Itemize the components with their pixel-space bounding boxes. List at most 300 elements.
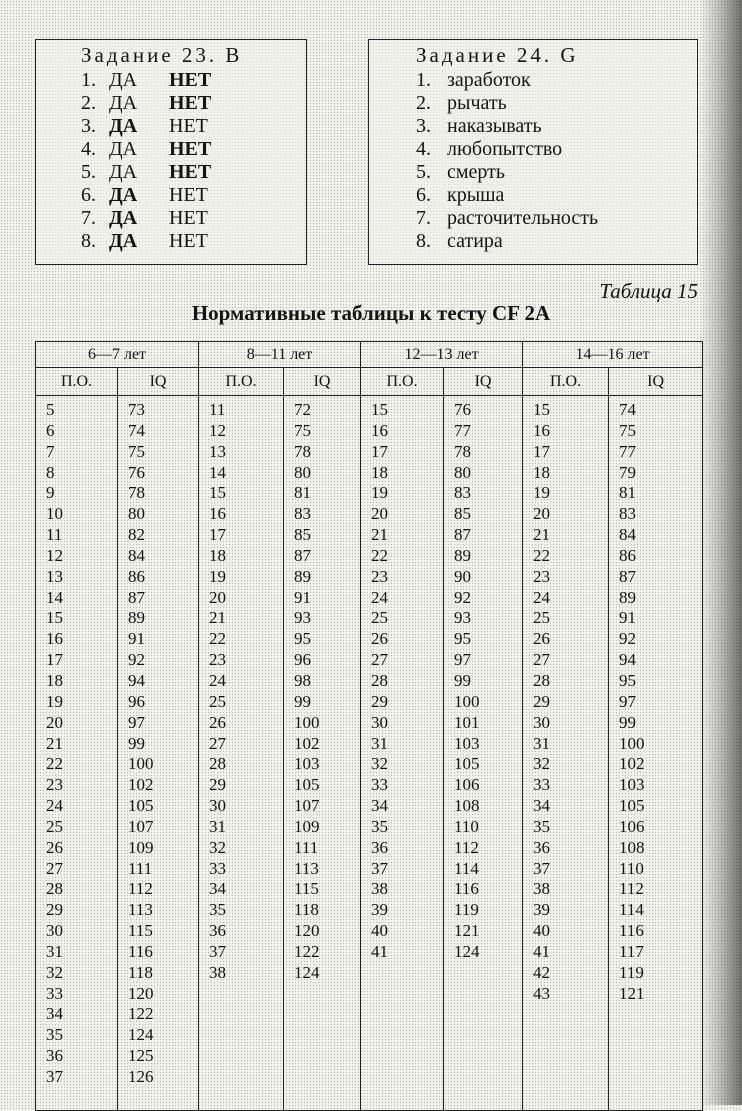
po-value: 23: [533, 566, 551, 586]
po-value: 31: [371, 733, 389, 753]
iq-value: 89: [128, 608, 145, 628]
answer-yes: ДА: [109, 207, 138, 229]
task-24-item: [369, 184, 697, 207]
po-value: 14: [46, 587, 63, 607]
po-value: 24: [371, 587, 389, 607]
iq-value: 80: [294, 462, 312, 482]
po-value: 32: [46, 962, 63, 982]
po-value: 27: [46, 858, 63, 878]
item-number: 7.: [416, 207, 431, 229]
iq-value: 90: [454, 566, 472, 586]
po-value: 32: [371, 754, 389, 774]
po-value: 19: [533, 483, 551, 503]
task-24-item: [369, 207, 697, 230]
task-24-item: [369, 69, 697, 92]
iq-column: [609, 396, 703, 1111]
item-number: 4.: [416, 138, 431, 160]
iq-column-header: IQ: [118, 368, 199, 396]
po-value: 30: [533, 712, 551, 732]
po-value: 27: [533, 650, 551, 670]
po-value: 32: [533, 754, 551, 774]
iq-value: 110: [454, 816, 479, 836]
answer-no: НЕТ: [169, 161, 212, 183]
po-column: [361, 396, 444, 1111]
iq-value: 81: [619, 483, 637, 503]
iq-value: 109: [128, 837, 154, 857]
po-value: 18: [533, 462, 551, 482]
item-number: 8.: [81, 230, 96, 252]
po-value: 35: [46, 1025, 63, 1045]
iq-value: 106: [454, 775, 480, 795]
po-value: 33: [533, 775, 551, 795]
po-value: 24: [46, 796, 63, 816]
iq-value: 96: [128, 691, 145, 711]
iq-value: 95: [619, 670, 637, 690]
po-value: 7: [46, 441, 55, 461]
iq-value: 105: [619, 796, 645, 816]
column-header-row: [36, 368, 703, 396]
age-group-header-row: [36, 342, 703, 368]
po-value: 40: [371, 921, 389, 941]
iq-value: 112: [619, 879, 644, 899]
answer-no: НЕТ: [169, 230, 208, 252]
iq-value: 84: [619, 525, 637, 545]
po-value: 28: [533, 670, 551, 690]
iq-value: 93: [454, 608, 472, 628]
po-value: 38: [371, 879, 389, 899]
po-value: 19: [371, 483, 389, 503]
task-24-item: [369, 161, 697, 184]
po-value: 32: [209, 837, 227, 857]
iq-value: 87: [619, 566, 637, 586]
task-23-item: [36, 115, 306, 138]
answer-no: НЕТ: [169, 207, 208, 229]
iq-value: 82: [128, 525, 145, 545]
iq-value: 98: [294, 670, 312, 690]
iq-value: 120: [128, 983, 154, 1003]
po-value: 20: [371, 504, 389, 524]
item-word: любопытство: [447, 138, 563, 160]
task-24-item: [369, 230, 697, 253]
task-24-title: Задание 24. G: [416, 43, 579, 67]
iq-column: [444, 396, 523, 1111]
po-value: 33: [46, 983, 63, 1003]
po-value: 8: [46, 462, 55, 482]
po-value: 41: [371, 941, 389, 961]
iq-value: 86: [128, 566, 145, 586]
age-group-header: 14—16 лет: [523, 342, 703, 368]
answer-no: НЕТ: [169, 138, 212, 160]
iq-column-header: IQ: [609, 368, 703, 396]
iq-value: 93: [294, 608, 312, 628]
po-value: 11: [209, 400, 226, 419]
po-value: 21: [533, 525, 551, 545]
po-value: 23: [46, 775, 63, 795]
item-number: 6.: [416, 184, 431, 206]
iq-value: 100: [619, 733, 645, 753]
answer-yes: ДА: [109, 138, 138, 160]
po-value: 19: [209, 566, 227, 586]
iq-value: 111: [294, 837, 319, 857]
po-value: 26: [371, 629, 389, 649]
item-number: 1.: [416, 69, 431, 91]
iq-value: 97: [128, 712, 145, 732]
iq-value: 103: [619, 775, 645, 795]
iq-value: 116: [128, 941, 153, 961]
iq-value: 111: [128, 858, 153, 878]
iq-value: 80: [454, 462, 472, 482]
iq-value: 87: [128, 587, 145, 607]
iq-value: 122: [294, 941, 320, 961]
iq-value: 103: [294, 754, 320, 774]
task-24-item: [369, 115, 697, 138]
po-value: 39: [533, 900, 551, 920]
po-value: 25: [533, 608, 551, 628]
po-value: 17: [533, 441, 551, 461]
iq-value: 73: [128, 400, 145, 419]
po-value: 43: [533, 983, 551, 1003]
po-value: 40: [533, 921, 551, 941]
po-value: 41: [533, 941, 551, 961]
iq-column-header: IQ: [284, 368, 361, 396]
iq-value: 115: [128, 921, 153, 941]
answer-yes: ДА: [109, 92, 138, 114]
item-word: смерть: [447, 161, 506, 183]
task-23-item: [36, 207, 306, 230]
po-value: 16: [209, 504, 227, 524]
po-value: 17: [209, 525, 227, 545]
po-column-header: П.О.: [199, 368, 284, 396]
iq-value: 100: [128, 754, 154, 774]
iq-value: 75: [619, 420, 637, 440]
po-value: 34: [533, 796, 551, 816]
po-value: 34: [46, 1004, 63, 1024]
iq-value: 107: [128, 816, 154, 836]
answer-yes: ДА: [109, 161, 138, 183]
iq-value: 92: [454, 587, 472, 607]
iq-value: 89: [294, 566, 312, 586]
po-value: 29: [371, 691, 389, 711]
task-23-item: [36, 69, 306, 92]
po-value: 29: [533, 691, 551, 711]
answer-yes: ДА: [109, 184, 138, 206]
answer-no: НЕТ: [169, 92, 212, 114]
iq-value: 78: [454, 441, 472, 461]
answer-no: НЕТ: [169, 184, 208, 206]
iq-value: 102: [619, 754, 645, 774]
po-value: 30: [209, 796, 227, 816]
po-value: 36: [209, 921, 227, 941]
po-value: 36: [46, 1046, 63, 1066]
po-value: 21: [371, 525, 389, 545]
iq-value: 97: [619, 691, 637, 711]
item-number: 4.: [81, 138, 96, 160]
iq-value: 101: [454, 712, 480, 732]
iq-value: 119: [619, 962, 644, 982]
answer-yes: ДА: [109, 230, 138, 252]
item-number: 5.: [81, 161, 96, 183]
iq-value: 100: [294, 712, 320, 732]
task-23-item: [36, 230, 306, 253]
iq-value: 92: [619, 629, 637, 649]
iq-value: 81: [294, 483, 312, 503]
iq-value: 106: [619, 816, 645, 836]
po-value: 26: [46, 837, 63, 857]
task-24-item: [369, 92, 697, 115]
item-number: 1.: [81, 69, 96, 91]
task-23-box: [35, 39, 307, 265]
iq-value: 105: [128, 796, 154, 816]
iq-value: 99: [294, 691, 312, 711]
po-value: 13: [46, 566, 63, 586]
task-23-title: Задание 23. В: [81, 43, 243, 67]
po-value: 20: [46, 712, 63, 732]
item-word: крыша: [447, 184, 505, 206]
iq-value: 105: [294, 775, 320, 795]
po-value: 37: [46, 1067, 63, 1086]
iq-value: 118: [294, 900, 319, 920]
po-value: 12: [209, 420, 227, 440]
iq-value: 107: [294, 796, 320, 816]
po-value: 15: [46, 608, 63, 628]
iq-value: 75: [128, 441, 145, 461]
po-value: 29: [209, 775, 227, 795]
answer-yes: ДА: [109, 69, 138, 91]
age-group-header: 6—7 лет: [36, 342, 199, 368]
iq-value: 126: [128, 1067, 154, 1086]
item-number: 8.: [416, 230, 431, 252]
po-value: 22: [371, 545, 389, 565]
iq-column-header: IQ: [444, 368, 523, 396]
iq-value: 94: [619, 650, 637, 670]
po-value: 35: [533, 816, 551, 836]
iq-value: 96: [294, 650, 312, 670]
iq-value: 94: [128, 670, 145, 690]
age-group-header: 8—11 лет: [199, 342, 361, 368]
iq-value: 103: [454, 733, 480, 753]
po-value: 21: [46, 733, 63, 753]
po-value: 37: [371, 858, 389, 878]
po-value: 14: [209, 462, 227, 482]
po-value: 10: [46, 504, 63, 524]
po-value: 27: [209, 733, 227, 753]
po-value: 24: [533, 587, 551, 607]
po-value: 17: [371, 441, 389, 461]
po-value: 22: [533, 545, 551, 565]
iq-value: 89: [454, 545, 472, 565]
po-value: 37: [209, 941, 227, 961]
iq-value: 113: [294, 858, 319, 878]
item-number: 7.: [81, 207, 96, 229]
po-value: 35: [371, 816, 389, 836]
iq-value: 89: [619, 587, 637, 607]
po-value: 13: [209, 441, 227, 461]
task-23-item: [36, 138, 306, 161]
task-23-item: [36, 92, 306, 115]
iq-value: 78: [128, 483, 145, 503]
iq-value: 78: [294, 441, 312, 461]
po-value: 39: [371, 900, 389, 920]
po-value: 24: [209, 670, 227, 690]
iq-value: 76: [454, 400, 472, 419]
iq-value: 116: [619, 921, 644, 941]
po-value: 17: [46, 650, 63, 670]
po-value: 35: [209, 900, 227, 920]
iq-value: 124: [294, 962, 320, 982]
iq-value: 121: [454, 921, 480, 941]
iq-value: 85: [454, 504, 472, 524]
iq-value: 91: [294, 587, 312, 607]
iq-value: 102: [294, 733, 320, 753]
iq-value: 115: [294, 879, 319, 899]
iq-value: 100: [454, 691, 480, 711]
po-value: 16: [533, 420, 551, 440]
po-value: 11: [46, 525, 63, 545]
answer-yes: ДА: [109, 115, 138, 137]
iq-value: 99: [128, 733, 145, 753]
iq-value: 112: [454, 837, 479, 857]
task-24-box: [368, 39, 698, 265]
iq-value: 102: [128, 775, 154, 795]
po-value: 15: [371, 400, 389, 419]
po-value: 30: [371, 712, 389, 732]
item-word: заработок: [447, 69, 531, 91]
page-edge-shadow: [700, 0, 742, 1105]
po-value: 37: [533, 858, 551, 878]
iq-value: 120: [294, 921, 320, 941]
po-value: 38: [533, 879, 551, 899]
answer-no: НЕТ: [169, 115, 208, 137]
po-value: 36: [371, 837, 389, 857]
po-column-header: П.О.: [523, 368, 609, 396]
po-value: 16: [46, 629, 63, 649]
norms-data-row: [36, 396, 703, 1111]
po-value: 29: [46, 900, 63, 920]
iq-value: 114: [619, 900, 644, 920]
po-value: 28: [209, 754, 227, 774]
po-value: 42: [533, 962, 551, 982]
iq-value: 108: [454, 796, 480, 816]
table-title: Нормативные таблицы к тесту CF 2A: [191, 301, 551, 325]
po-value: 23: [371, 566, 389, 586]
po-value: 18: [371, 462, 389, 482]
task-24-word-list: [369, 69, 697, 253]
po-value: 25: [209, 691, 227, 711]
item-number: 3.: [81, 115, 96, 137]
iq-value: 72: [294, 400, 312, 419]
po-value: 26: [209, 712, 227, 732]
iq-value: 87: [294, 545, 312, 565]
iq-value: 83: [294, 504, 312, 524]
item-word: наказывать: [447, 115, 542, 137]
po-value: 15: [533, 400, 551, 419]
po-value: 15: [209, 483, 227, 503]
iq-value: 99: [454, 670, 472, 690]
po-value: 20: [209, 587, 227, 607]
iq-value: 79: [619, 462, 637, 482]
po-value: 36: [533, 837, 551, 857]
po-value: 31: [46, 941, 63, 961]
iq-value: 85: [294, 525, 312, 545]
norms-table: [35, 341, 703, 1111]
iq-value: 122: [128, 1004, 154, 1024]
po-column: [36, 396, 118, 1111]
po-value: 18: [46, 670, 63, 690]
iq-value: 83: [619, 504, 637, 524]
iq-value: 109: [294, 816, 320, 836]
po-value: 28: [46, 879, 63, 899]
iq-value: 75: [294, 420, 312, 440]
table-caption: Таблица 15: [599, 279, 698, 303]
iq-value: 87: [454, 525, 472, 545]
iq-value: 91: [128, 629, 145, 649]
iq-value: 91: [619, 608, 637, 628]
iq-value: 117: [619, 941, 644, 961]
iq-value: 114: [454, 858, 479, 878]
po-value: 25: [46, 816, 63, 836]
iq-value: 86: [619, 545, 637, 565]
po-value: 18: [209, 545, 227, 565]
item-number: 2.: [81, 92, 96, 114]
iq-value: 77: [454, 420, 472, 440]
po-value: 5: [46, 400, 55, 419]
po-column: [523, 396, 609, 1111]
po-value: 34: [371, 796, 389, 816]
item-word: расточительность: [447, 207, 599, 229]
item-number: 3.: [416, 115, 431, 137]
task-23-item: [36, 161, 306, 184]
iq-value: 118: [128, 962, 153, 982]
po-value: 33: [371, 775, 389, 795]
item-number: 5.: [416, 161, 431, 183]
iq-value: 92: [128, 650, 145, 670]
task-23-answer-list: [36, 69, 306, 253]
po-value: 9: [46, 483, 55, 503]
po-value: 33: [209, 858, 227, 878]
po-column-header: П.О.: [36, 368, 118, 396]
po-value: 6: [46, 420, 55, 440]
iq-value: 80: [128, 504, 145, 524]
iq-value: 74: [128, 420, 145, 440]
iq-value: 108: [619, 837, 645, 857]
po-value: 34: [209, 879, 227, 899]
iq-value: 110: [619, 858, 644, 878]
iq-value: 124: [454, 941, 480, 961]
po-value: 22: [46, 754, 63, 774]
answer-no: НЕТ: [169, 69, 212, 91]
po-value: 31: [533, 733, 551, 753]
po-value: 26: [533, 629, 551, 649]
item-word: рычать: [447, 92, 507, 114]
iq-value: 76: [128, 462, 145, 482]
po-column: [199, 396, 284, 1111]
iq-value: 99: [619, 712, 637, 732]
po-value: 25: [371, 608, 389, 628]
po-value: 12: [46, 545, 63, 565]
po-value: 38: [209, 962, 227, 982]
iq-value: 84: [128, 545, 145, 565]
po-column-header: П.О.: [361, 368, 444, 396]
iq-value: 124: [128, 1025, 154, 1045]
iq-value: 116: [454, 879, 479, 899]
po-value: 31: [209, 816, 227, 836]
age-group-header: 12—13 лет: [361, 342, 523, 368]
task-24-item: [369, 138, 697, 161]
task-23-item: [36, 184, 306, 207]
po-value: 30: [46, 921, 63, 941]
iq-value: 112: [128, 879, 153, 899]
iq-value: 97: [454, 650, 472, 670]
